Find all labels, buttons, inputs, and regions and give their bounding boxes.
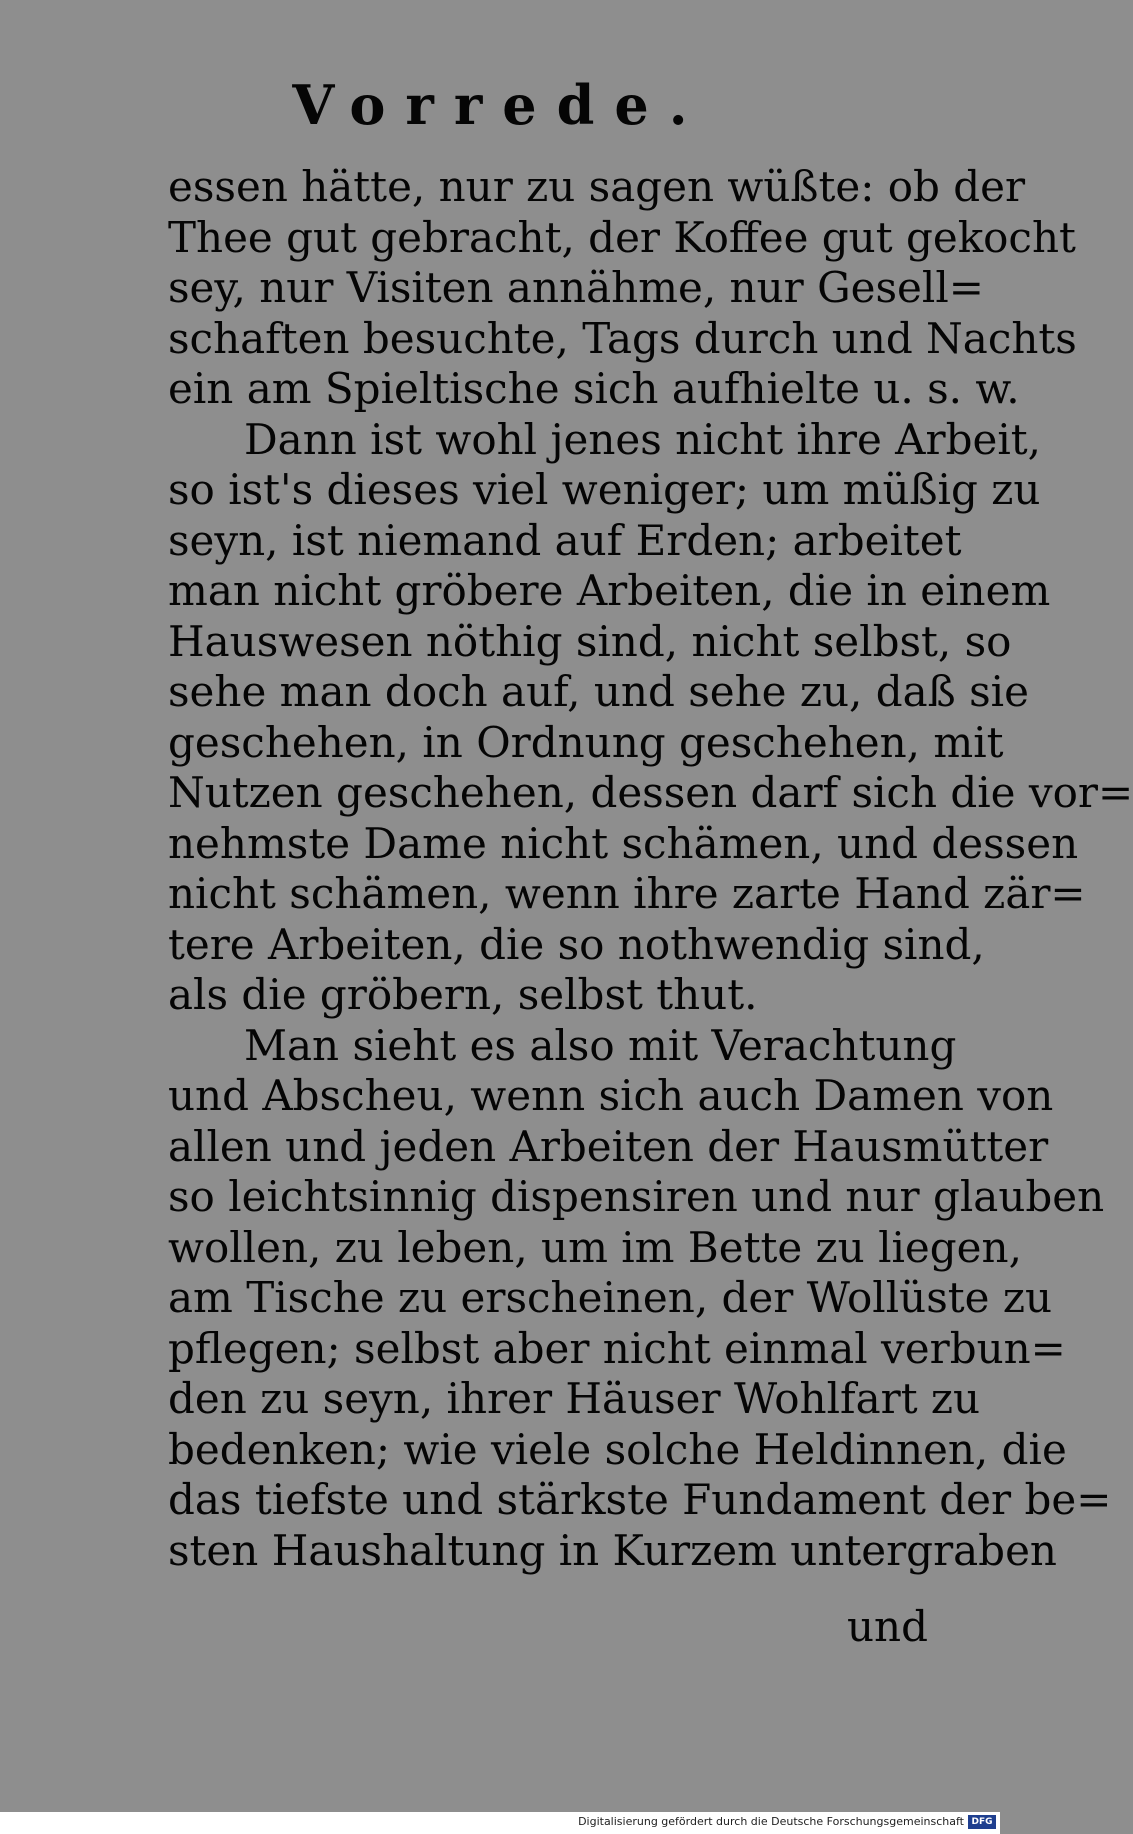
footer-bar [0,1812,1000,1834]
text-line: den zu seyn, ihrer Häuser Wohlfart zu [168,1374,981,1423]
text-line: Dann ist wohl jenes nicht ihre Arbeit, [244,414,1041,464]
text-line: nehmste Dame nicht schämen, und dessen [168,818,1079,868]
catchword: und [847,1602,928,1651]
digitization-credit: Digitalisierung gefördert durch die Deutsche Forschungsgemeinschaft [578,1815,964,1828]
text-line: und Abscheu, wenn sich auch Damen von [168,1071,1054,1120]
text-line: sehe man doch auf, und sehe zu, daß sie [168,667,1029,716]
text-line: sey, nur Visiten annähme, nur Gesell= [168,263,984,312]
text-line: seyn, ist niemand auf Erden; arbeitet [168,515,962,565]
text-line: das tiefste und stärkste Fundament der be= [168,1475,1112,1524]
running-header: Vorrede. [292,73,708,137]
dfg-logo-icon: DFG [968,1815,996,1829]
text-line: so leichtsinnig dispensiren und nur glauben [168,1172,1105,1221]
text-line: pflegen; selbst aber nicht einmal verbun= [168,1323,1066,1373]
text-line: geschehen, in Ordnung geschehen, mit [168,717,1004,767]
text-line: man nicht gröbere Arbeiten, die in einem [168,566,1051,615]
text-line: tere Arbeiten, die so nothwendig sind, [168,919,985,969]
text-line: sten Haushaltung in Kurzem untergraben [168,1525,1057,1575]
text-line: Thee gut gebracht, der Koffee gut gekocht [168,212,1076,262]
text-line: so ist's dieses viel weniger; um müßig zu [168,465,1041,514]
text-line: Hauswesen nöthig sind, nicht selbst, so [168,616,1012,666]
text-line: nicht schämen, wenn ihre zarte Hand zär= [168,869,1086,918]
text-line: als die gröbern, selbst thut. [168,970,758,1019]
text-line: schaften besuchte, Tags durch und Nachts [168,313,1077,363]
text-line: am Tische zu erscheinen, der Wollüste zu [168,1273,1053,1322]
text-line: Man sieht es also mit Verachtung [244,1020,957,1070]
text-line: essen hätte, nur zu sagen wüßte: ob der [168,162,1026,211]
text-line: bedenken; wie viele solche Heldinnen, die [168,1424,1067,1474]
text-line: Nutzen geschehen, dessen darf sich die vor= [168,768,1133,817]
text-line: wollen, zu leben, um im Bette zu liegen, [168,1222,1022,1272]
body-text [168,162,1133,1576]
text-line: allen und jeden Arbeiten der Hausmütter [168,1121,1049,1171]
text-line: ein am Spieltische sich aufhielte u. s. w. [168,364,1020,413]
